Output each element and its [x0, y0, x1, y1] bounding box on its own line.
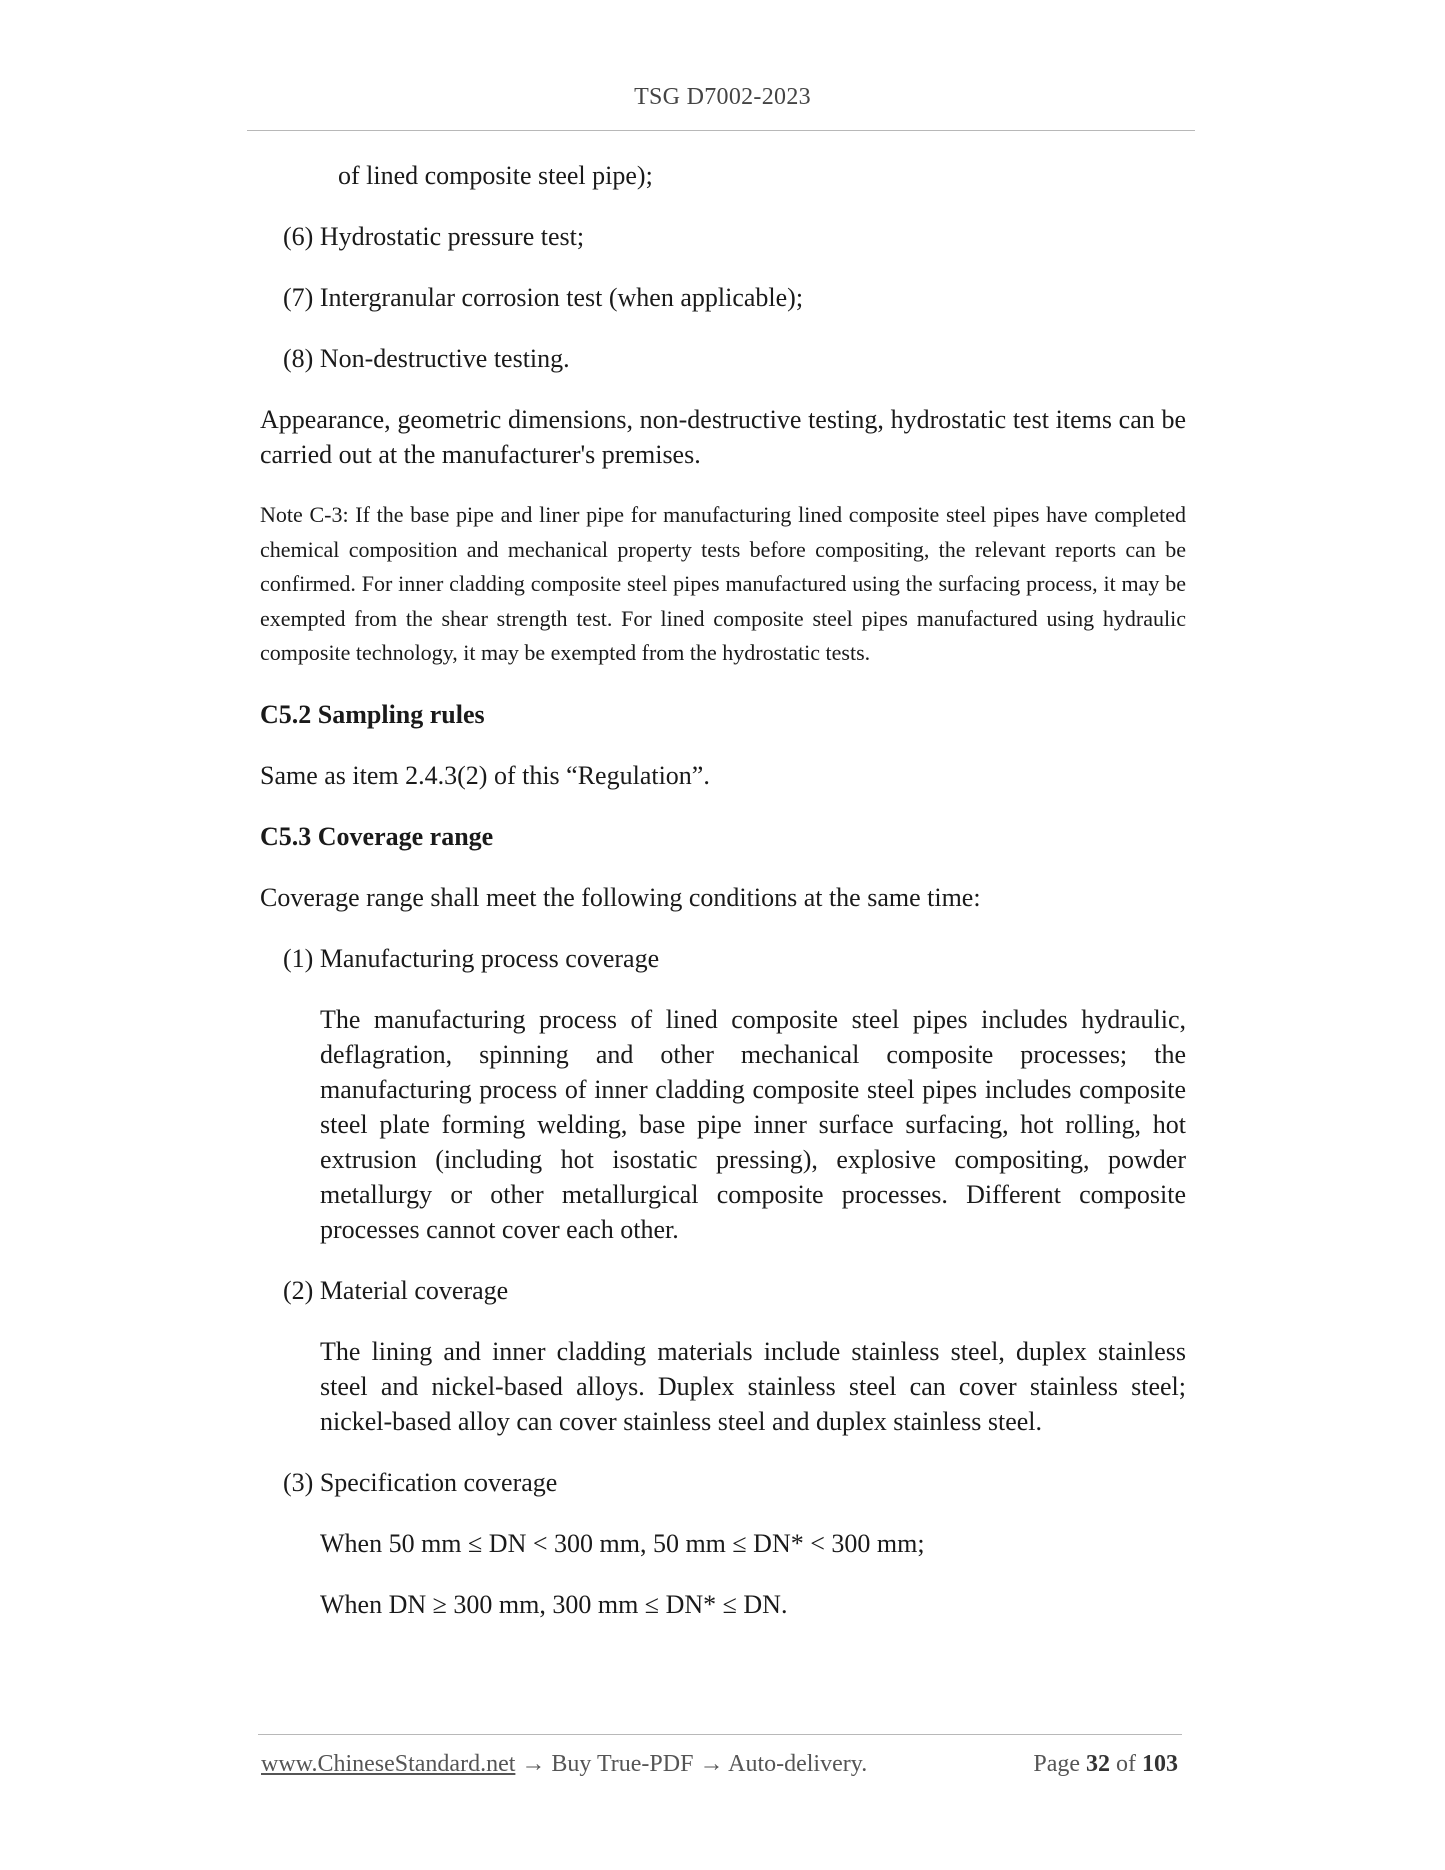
spec-coverage-line-1: When 50 mm ≤ DN < 300 mm, 50 mm ≤ DN* < 300 mm; [320, 1528, 925, 1558]
page-header-title: TSG D7002-2023 [634, 84, 811, 110]
coverage-item-2-text: The lining and inner cladding materials include stainless steel, duplex stainless steel and nickel-based alloys. Duplex stainless steel can cover stainless steel; nickel-based alloy can cover stainless steel and duplex stainless steel. [320, 1336, 1186, 1436]
spec-coverage-line-2: When DN ≥ 300 mm, 300 mm ≤ DN* ≤ DN. [320, 1589, 788, 1619]
total-pages: 103 [1142, 1751, 1178, 1777]
footer-divider [258, 1734, 1182, 1735]
coverage-item-1-text: The manufacturing process of lined composite steel pipes includes hydraulic, deflagration, spinning and other mechanical composite processes; the manufacturing process of inner cladding composite steel pipes includes composite steel plate forming welding, base pipe inner surface surfacing, hot rolling, hot extrusion (including hot isostatic pressing), explosive compositing, powder metallurgy or other metallurgical composite processes. Different composite processes cannot cover each other. [320, 1004, 1186, 1244]
of-label: of [1116, 1751, 1136, 1777]
current-page: 32 [1086, 1751, 1110, 1777]
website-link[interactable]: www.ChineseStandard.net [261, 1751, 516, 1777]
header-divider [247, 130, 1195, 131]
page-footer [261, 1751, 1178, 1778]
paragraph-sampling: Same as item 2.4.3(2) of this “Regulation”. [260, 760, 710, 790]
list-item-7: (7) Intergranular corrosion test (when applicable); [283, 283, 804, 312]
footer-promo: → Buy True-PDF → Auto-delivery. [515, 1751, 868, 1777]
heading-c5-3: C5.3 Coverage range [260, 821, 494, 851]
coverage-item-2-title: (2) Material coverage [283, 1275, 509, 1305]
list-item-8: (8) Non-destructive testing. [283, 344, 570, 373]
paragraph-coverage-intro: Coverage range shall meet the following conditions at the same time: [260, 882, 981, 912]
coverage-item-3-title: (3) Specification coverage [283, 1467, 558, 1497]
page-content [260, 158, 1186, 1648]
footer-left [261, 1751, 867, 1778]
continuation-line: of lined composite steel pipe); [338, 161, 653, 190]
list-item-6: (6) Hydrostatic pressure test; [283, 222, 585, 251]
page-number [1033, 1751, 1178, 1778]
paragraph-appearance: Appearance, geometric dimensions, non-destructive testing, hydrostatic test items can be carried out at the manufacturer's premises. [260, 405, 1186, 469]
heading-c5-2: C5.2 Sampling rules [260, 699, 485, 729]
page-label: Page [1033, 1751, 1080, 1777]
coverage-item-1-title: (1) Manufacturing process coverage [283, 943, 660, 973]
note-c3: Note C-3: If the base pipe and liner pipe for manufacturing lined composite steel pipes have completed chemical composition and mechanical property tests before compositing, the relevant reports can be confirmed. For inner cladding composite steel pipes manufactured using the surfacing process, it may be exempted from the shear strength test. For lined composite steel pipes manufactured using hydraulic composite technology, it may be exempted from the hydrostatic tests. [260, 502, 1186, 665]
